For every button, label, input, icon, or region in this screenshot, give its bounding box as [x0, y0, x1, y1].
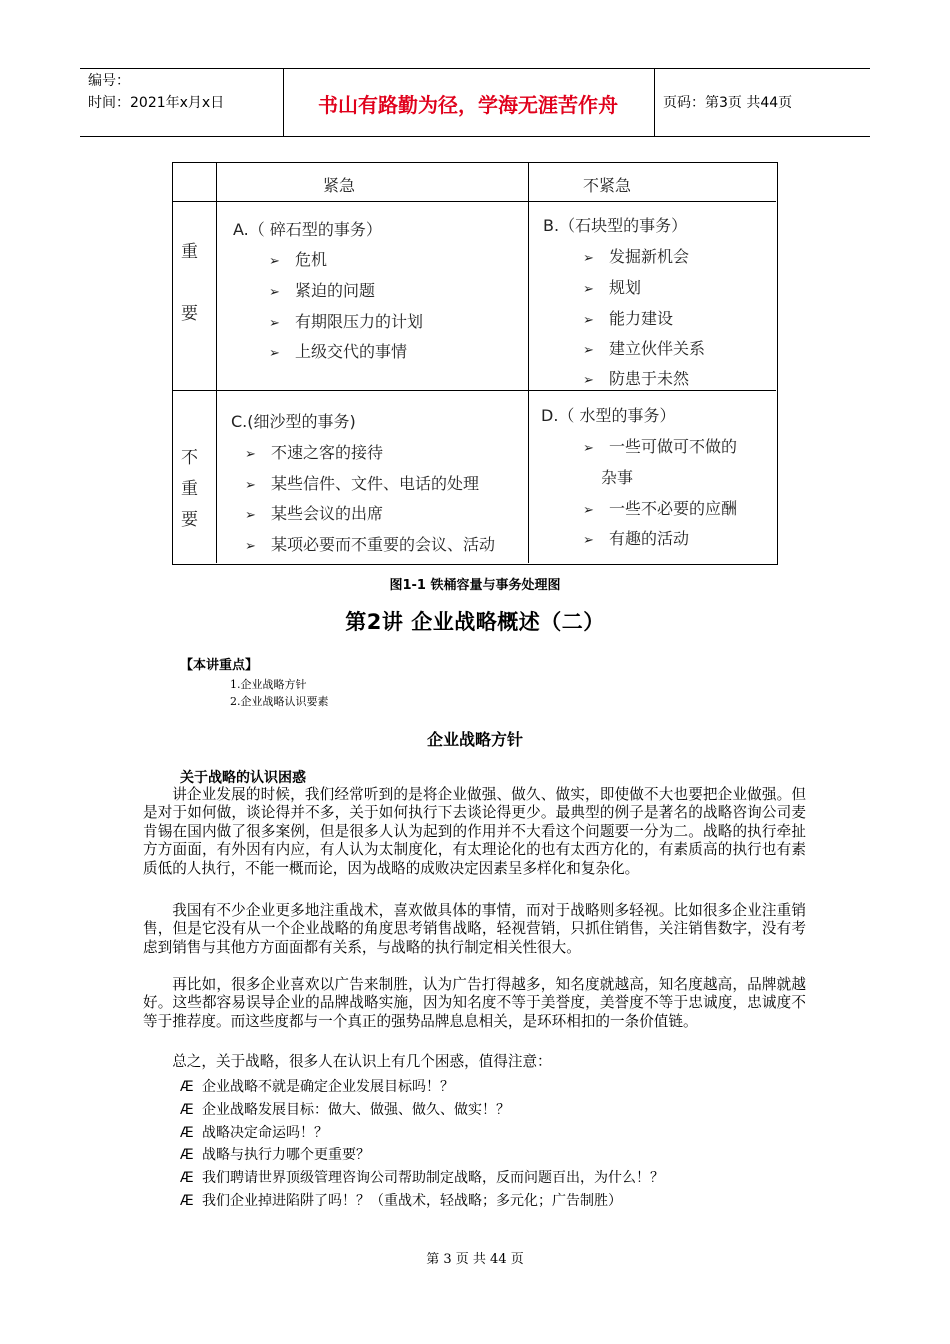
quadrant-b-item: ➢ 发掘新机会	[583, 247, 690, 266]
matrix-rule	[173, 201, 776, 202]
header-page-info: 页码：第3页 共44页	[663, 95, 793, 111]
col-header-not-urgent: 不紧急	[583, 176, 632, 195]
row-header-important: 重	[181, 242, 198, 262]
arrow-icon: ➢	[583, 533, 594, 548]
quadrant-c-title: C.(细沙型的事务)	[231, 412, 356, 431]
bullet-item: Æ 我们聘请世界顶级管理咨询公司帮助制定战略，反而问题百出，为什么！？	[180, 1170, 664, 1186]
quadrant-d-item: 杂事	[601, 468, 634, 487]
matrix-rule	[173, 390, 776, 391]
bullet-icon: Æ	[180, 1079, 194, 1095]
quadrant-a-item: ➢ 上级交代的事情	[269, 342, 408, 361]
quadrant-c-item: ➢ 某些会议的出席	[245, 504, 384, 523]
date-label: 时间：2021年x月x日	[88, 95, 225, 111]
arrow-icon: ➢	[269, 285, 280, 300]
key-point-item: 2.企业战略认识要素	[230, 695, 329, 708]
quadrant-b-title: B.（石块型的事务）	[543, 216, 688, 235]
quadrant-b-item: ➢ 防患于未然	[583, 369, 690, 388]
bullet-icon: Æ	[180, 1102, 194, 1118]
quadrant-d-item: ➢ 一些可做可不做的	[583, 437, 738, 456]
code-label: 编号：	[88, 73, 130, 89]
quadrant-c-item: ➢ 某些信件、文件、电话的处理	[245, 474, 480, 493]
row-header-not-important: 重	[181, 479, 198, 499]
bullet-item: Æ 我们企业掉进陷阱了吗！？（重战术，轻战略；多元化；广告制胜）	[180, 1193, 622, 1209]
lecture-title: 第2讲 企业战略概述（二）	[345, 610, 605, 634]
bullet-icon: Æ	[180, 1125, 194, 1141]
arrow-icon: ➢	[583, 251, 594, 266]
body-paragraph: 讲企业发展的时候，我们经常听到的是将企业做强、做久、做实，即使做不大也要把企业做强。但是对于如何做，谈论得并不多，关于如何执行下去谈论得更少。最典型的例子是著名的战略咨询公司麦肯锡在国内做了很多案例，但是很多人认为起到的作用并不大看这个问题要一分为二。战略的执行牵扯方方面面，有外因有内应，有人认为太制度化，有太理论化的也有太西方化的，有素质高的执行也有素质低的人执行，不能一概而论，因为战略的成败决定因素呈多样化和复杂化。	[143, 786, 806, 877]
body-paragraph: 我国有不少企业更多地注重战术，喜欢做具体的事情，而对于战略则多轻视。比如很多企业注重销售，但是它没有从一个企业战略的角度思考销售战略，轻视营销，只抓住销售，关注销售数字，没有考虑到销售与其他方方面面都有关系，与战略的执行制定相关性很大。	[143, 902, 806, 956]
quadrant-a-item: ➢ 有期限压力的计划	[269, 312, 424, 331]
bullet-item: Æ 战略决定命运吗！？	[180, 1125, 328, 1141]
arrow-icon: ➢	[245, 539, 256, 554]
arrow-icon: ➢	[583, 441, 594, 456]
section-title: 企业战略方针	[426, 730, 523, 749]
header-divider	[654, 68, 655, 136]
header-top-rule	[80, 68, 870, 69]
arrow-icon: ➢	[245, 508, 256, 523]
page-footer: 第 3 页 共 44 页	[426, 1252, 524, 1267]
quadrant-a-item: ➢ 危机	[269, 250, 328, 269]
quadrant-a-title: A.（ 碎石型的事务）	[233, 220, 382, 239]
quadrant-d-item: ➢ 一些不必要的应酬	[583, 499, 738, 518]
arrow-icon: ➢	[269, 316, 280, 331]
arrow-icon: ➢	[269, 346, 280, 361]
bullet-item: Æ 战略与执行力哪个更重要？	[180, 1147, 370, 1163]
quadrant-b-item: ➢ 建立伙伴关系	[583, 339, 706, 358]
matrix-rule	[216, 163, 217, 563]
quadrant-b-item: ➢ 规划	[583, 278, 642, 297]
body-paragraph: 再比如，很多企业喜欢以广告来制胜，认为广告打得越多，知名度就越高，知名度越高，品牌就越好。这些都容易误导企业的品牌战略实施，因为知名度不等于美誉度，美誉度不等于忠诚度，忠诚度不等于推荐度。而这些度都与一个真正的强势品牌息息相关，是环环相扣的一条价值链。	[143, 976, 806, 1030]
key-point-item: 1.企业战略方针	[230, 678, 307, 691]
priority-matrix	[172, 162, 778, 565]
arrow-icon: ➢	[245, 478, 256, 493]
arrow-icon: ➢	[583, 282, 594, 297]
arrow-icon: ➢	[583, 313, 594, 328]
quadrant-c-item: ➢ 某项必要而不重要的会议、活动	[245, 535, 496, 554]
figure-caption: 图1-1 铁桶容量与事务处理图	[389, 578, 561, 593]
arrow-icon: ➢	[583, 343, 594, 358]
quadrant-d-item: ➢ 有趣的活动	[583, 529, 690, 548]
col-header-urgent: 紧急	[323, 176, 356, 195]
bullet-item: Æ 企业战略不就是确定企业发展目标吗！？	[180, 1079, 454, 1095]
quadrant-c-item: ➢ 不速之客的接待	[245, 443, 384, 462]
row-header-important: 要	[181, 304, 198, 324]
header-meta	[88, 70, 224, 114]
matrix-rule	[528, 163, 529, 563]
bullet-icon: Æ	[180, 1170, 194, 1186]
key-points-title: 【本讲重点】	[180, 658, 259, 673]
bullet-icon: Æ	[180, 1147, 194, 1163]
row-header-not-important: 不	[181, 448, 198, 468]
quadrant-d-title: D.（ 水型的事务）	[541, 406, 676, 425]
header-motto: 书山有路勤为径，学海无涯苦作舟	[318, 92, 618, 117]
quadrant-b-item: ➢ 能力建设	[583, 309, 674, 328]
quadrant-a-item: ➢ 紧迫的问题	[269, 281, 376, 300]
subsection-title: 关于战略的认识困惑	[180, 770, 306, 786]
arrow-icon: ➢	[583, 503, 594, 518]
body-paragraph: 总之，关于战略，很多人在认识上有几个困惑，值得注意：	[172, 1053, 552, 1070]
arrow-icon: ➢	[269, 254, 280, 269]
arrow-icon: ➢	[583, 373, 594, 388]
bullet-item: Æ 企业战略发展目标：做大、做强、做久、做实！？	[180, 1102, 510, 1118]
arrow-icon: ➢	[245, 447, 256, 462]
header-bottom-rule	[80, 136, 870, 137]
bullet-icon: Æ	[180, 1193, 194, 1209]
row-header-not-important: 要	[181, 510, 198, 530]
